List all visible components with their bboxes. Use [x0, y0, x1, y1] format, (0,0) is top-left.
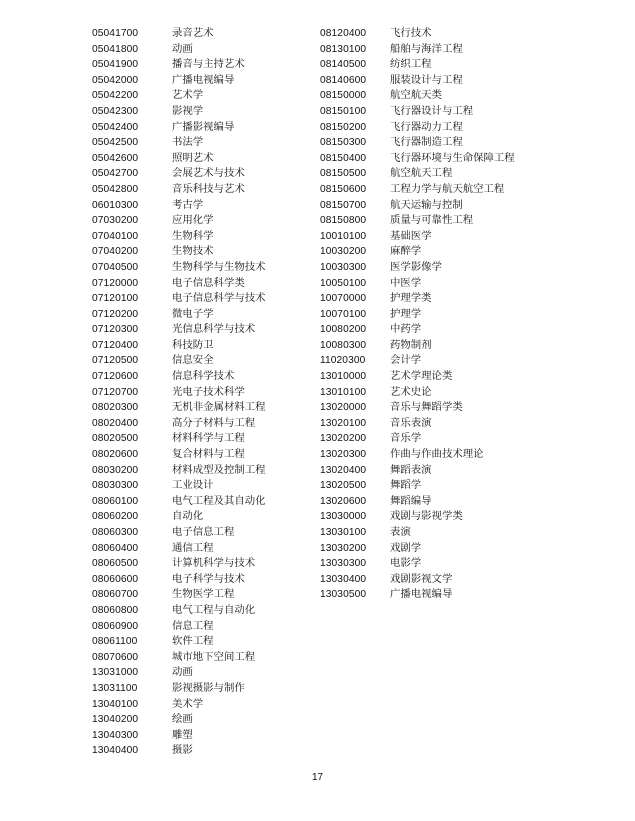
major-name: 工业设计: [172, 479, 214, 492]
major-code: 13031100: [92, 682, 138, 694]
major-code: 13030500: [320, 589, 367, 601]
list-item: [92, 104, 266, 120]
major-code: 05041800: [92, 43, 139, 55]
major-name: 动画: [172, 666, 193, 679]
major-code: 08020500: [92, 433, 139, 445]
major-name: 材料科学与工程: [172, 432, 245, 445]
right-column: [320, 26, 515, 603]
major-code: 08070600: [92, 651, 139, 663]
major-code: 08060200: [92, 511, 139, 523]
major-code: 08130100: [320, 43, 367, 55]
list-item: [320, 385, 515, 401]
major-code: 07120700: [92, 386, 139, 398]
major-name: 中医学: [390, 276, 422, 289]
major-name: 生物医学工程: [172, 588, 235, 601]
major-code: 08061100: [92, 636, 138, 648]
major-name: 飞行器环境与生命保障工程: [390, 151, 515, 164]
major-name: 生物科学: [172, 229, 214, 242]
major-code: 10050100: [320, 277, 367, 289]
major-code: 13020400: [320, 464, 367, 476]
list-item: [320, 104, 515, 120]
major-code: 13010000: [320, 371, 367, 383]
list-item: [320, 478, 515, 494]
major-name: 高分子材料与工程: [172, 416, 256, 429]
list-item: [92, 151, 266, 167]
major-name: 舞蹈表演: [390, 463, 432, 476]
major-name: 雕塑: [172, 728, 193, 741]
list-item: [320, 494, 515, 510]
major-code: 08150000: [320, 90, 367, 102]
major-code: 07030200: [92, 215, 139, 227]
list-item: [92, 743, 266, 759]
list-item: [92, 57, 266, 73]
major-name: 音乐与舞蹈学类: [390, 401, 463, 414]
major-code: 07120600: [92, 371, 139, 383]
major-code: 10080300: [320, 339, 367, 351]
list-item: [92, 213, 266, 229]
list-item: [320, 135, 515, 151]
major-code: 13020000: [320, 402, 367, 414]
list-item: [92, 26, 266, 42]
major-name: 电影学: [390, 557, 422, 570]
list-item: [92, 307, 266, 323]
major-code: 07120200: [92, 308, 139, 320]
major-code: 13030400: [320, 573, 367, 585]
list-item: [320, 509, 515, 525]
list-item: [92, 697, 266, 713]
major-name: 信息科学技术: [172, 370, 235, 383]
major-name: 中药学: [390, 323, 422, 336]
major-name: 微电子学: [172, 307, 214, 320]
major-code: 13031000: [92, 667, 139, 679]
list-item: [92, 572, 266, 588]
major-code: 10030200: [320, 246, 367, 258]
list-item: [320, 338, 515, 354]
major-code: 13040200: [92, 714, 139, 726]
major-code: 08150600: [320, 183, 367, 195]
major-name: 护理学类: [390, 292, 432, 305]
list-item: [92, 353, 266, 369]
list-item: [92, 525, 266, 541]
list-item: [92, 650, 266, 666]
major-code: 08150800: [320, 215, 367, 227]
major-name: 医学影像学: [390, 260, 442, 273]
list-item: [320, 556, 515, 572]
list-item: [320, 322, 515, 338]
major-code: 11020300: [320, 355, 366, 367]
list-item: [92, 681, 266, 697]
major-code: 13010100: [320, 386, 367, 398]
list-item: [320, 26, 515, 42]
major-code: 13020500: [320, 480, 367, 492]
major-code: 13030000: [320, 511, 367, 523]
list-item: [92, 494, 266, 510]
list-item: [320, 541, 515, 557]
major-name: 城市地下空间工程: [172, 650, 256, 663]
major-name: 艺术史论: [390, 385, 432, 398]
list-item: [92, 198, 266, 214]
major-code: 08150500: [320, 168, 367, 180]
list-item: [92, 229, 266, 245]
list-item: [92, 42, 266, 58]
list-item: [320, 213, 515, 229]
page-number: 17: [311, 772, 324, 783]
major-code: 07120500: [92, 355, 139, 367]
major-name: 护理学: [390, 307, 422, 320]
list-item: [92, 260, 266, 276]
list-item: [320, 353, 515, 369]
major-code: 10080200: [320, 324, 367, 336]
major-code: 08060800: [92, 604, 139, 616]
major-name: 动画: [172, 42, 193, 55]
major-code: 08020600: [92, 449, 139, 461]
major-code: 13020100: [320, 417, 367, 429]
major-name: 计算机科学与技术: [172, 557, 256, 570]
list-item: [92, 338, 266, 354]
major-code: 08060900: [92, 620, 139, 632]
major-name: 航空航天工程: [390, 167, 453, 180]
major-name: 基础医学: [390, 229, 432, 242]
major-name: 艺术学: [172, 89, 204, 102]
major-name: 广播电视编导: [172, 73, 235, 86]
major-code: 13020600: [320, 495, 367, 507]
list-item: [92, 416, 266, 432]
major-code: 08060300: [92, 527, 139, 538]
major-code: 07040100: [92, 230, 139, 242]
major-name: 信息安全: [172, 354, 214, 367]
major-code: 05042600: [92, 152, 139, 164]
major-name: 复合材料与工程: [172, 448, 245, 461]
major-name: 照明艺术: [172, 151, 214, 164]
list-item: [92, 431, 266, 447]
list-item: [92, 478, 266, 494]
list-item: [92, 587, 266, 603]
major-code: 08030300: [92, 480, 139, 492]
major-code: 08060100: [92, 495, 139, 507]
major-code: 08150700: [320, 199, 367, 211]
major-name: 绘画: [172, 713, 193, 726]
major-name: 光信息科学与技术: [172, 323, 256, 336]
major-code: 07040200: [92, 246, 139, 258]
major-name: 音乐表演: [390, 416, 432, 429]
list-item: [320, 182, 515, 198]
major-name: 戏剧影视文学: [390, 572, 453, 585]
major-code: 08060400: [92, 542, 139, 554]
major-name: 影视学: [172, 104, 204, 117]
major-code: 10030300: [320, 261, 367, 273]
major-name: 纺织工程: [390, 58, 432, 71]
major-name: 戏剧学: [390, 541, 422, 554]
major-name: 考古学: [172, 198, 204, 211]
major-name: 药物制剂: [390, 338, 432, 351]
list-item: [320, 525, 515, 541]
major-code: 07040500: [92, 261, 139, 273]
list-item: [320, 307, 515, 323]
major-name: 音乐科技与艺术: [172, 182, 245, 195]
major-code: 05042200: [92, 90, 139, 102]
major-code: 13040300: [92, 729, 139, 741]
major-code: 10070000: [320, 293, 367, 305]
list-item: [320, 57, 515, 73]
major-name: 飞行器动力工程: [390, 120, 463, 133]
major-code: 08150300: [320, 137, 367, 149]
major-code: 08020300: [92, 402, 139, 414]
major-code: 13040100: [92, 698, 139, 710]
list-item: [320, 73, 515, 89]
list-item: [92, 447, 266, 463]
major-name: 表演: [390, 526, 411, 538]
major-name: 船舶与海洋工程: [390, 42, 463, 55]
major-name: 光电子技术科学: [172, 385, 245, 398]
list-item: [92, 728, 266, 744]
major-name: 质量与可靠性工程: [390, 214, 474, 227]
major-name: 电子信息科学与技术: [172, 292, 266, 305]
major-name: 航空航天类: [390, 89, 442, 102]
list-item: [320, 166, 515, 182]
list-item: [92, 603, 266, 619]
major-code: 07120400: [92, 339, 139, 351]
major-name: 服装设计与工程: [390, 73, 463, 86]
major-name: 舞蹈学: [390, 479, 422, 492]
major-code: 13040400: [92, 745, 139, 757]
major-code: 05042300: [92, 105, 139, 117]
list-item: [320, 88, 515, 104]
major-code: 05042000: [92, 74, 139, 86]
list-item: [92, 712, 266, 728]
major-name: 通信工程: [172, 541, 214, 554]
major-code: 13030200: [320, 542, 367, 554]
major-name: 音乐学: [390, 432, 422, 445]
major-name: 电气工程及其自动化: [172, 494, 266, 507]
major-code: 08150100: [320, 105, 367, 117]
list-item: [320, 291, 515, 307]
major-name: 影视摄影与制作: [172, 681, 245, 694]
major-code: 05042500: [92, 137, 139, 149]
major-name: 飞行技术: [390, 27, 432, 39]
list-item: [92, 276, 266, 292]
major-code: 08140500: [320, 59, 367, 71]
list-item: [92, 166, 266, 182]
major-code: 08060700: [92, 589, 139, 601]
major-code: 13030300: [320, 558, 367, 570]
major-name: 录音艺术: [172, 27, 214, 39]
list-item: [320, 120, 515, 136]
major-code: 08140600: [320, 74, 367, 86]
major-name: 播音与主持艺术: [172, 58, 245, 71]
list-item: [320, 198, 515, 214]
major-code: 05042800: [92, 183, 139, 195]
major-code: 08030200: [92, 464, 139, 476]
list-item: [92, 400, 266, 416]
major-name: 艺术学理论类: [390, 370, 453, 383]
list-item: [320, 244, 515, 260]
list-item: [92, 88, 266, 104]
major-name: 航天运输与控制: [390, 198, 463, 211]
major-name: 戏剧与影视学类: [390, 510, 463, 523]
major-code: 05042700: [92, 168, 139, 180]
major-name: 材料成型及控制工程: [172, 463, 266, 476]
major-name: 舞蹈编导: [390, 494, 432, 507]
list-item: [92, 634, 266, 650]
list-item: [92, 135, 266, 151]
major-name: 电子信息科学类: [172, 276, 245, 289]
major-code: 13030100: [320, 527, 367, 538]
list-item: [92, 120, 266, 136]
list-item: [92, 556, 266, 572]
major-name: 生物科学与生物技术: [172, 260, 266, 273]
list-item: [320, 276, 515, 292]
major-code: 08060500: [92, 558, 139, 570]
major-code: 10070100: [320, 308, 367, 320]
major-code: 08060600: [92, 573, 139, 585]
major-name: 美术学: [172, 697, 204, 710]
major-name: 书法学: [172, 136, 204, 149]
major-name: 麻醉学: [390, 245, 422, 258]
major-name: 电子信息工程: [172, 526, 235, 538]
list-item: [320, 229, 515, 245]
list-item: [92, 385, 266, 401]
list-item: [92, 369, 266, 385]
list-item: [92, 291, 266, 307]
left-column: [92, 26, 266, 759]
major-name: 工程力学与航天航空工程: [390, 182, 505, 195]
major-code: 07120300: [92, 324, 139, 336]
list-item: [92, 244, 266, 260]
major-code: 08120400: [320, 28, 367, 39]
major-name: 广播电视编导: [390, 588, 453, 601]
list-item: [320, 400, 515, 416]
major-name: 无机非金属材料工程: [172, 401, 266, 414]
major-name: 会展艺术与技术: [172, 167, 245, 180]
major-name: 自动化: [172, 510, 204, 523]
major-code: 05041900: [92, 59, 139, 71]
major-name: 软件工程: [172, 635, 214, 648]
list-item: [92, 73, 266, 89]
major-name: 电子科学与技术: [172, 572, 245, 585]
list-item: [92, 509, 266, 525]
major-code: 13020200: [320, 433, 367, 445]
major-code: 07120100: [92, 293, 139, 305]
list-item: [320, 416, 515, 432]
major-name: 飞行器制造工程: [390, 136, 463, 149]
major-code: 07120000: [92, 277, 139, 289]
major-code: 05041700: [92, 28, 139, 39]
major-name: 广播影视编导: [172, 120, 235, 133]
list-item: [92, 182, 266, 198]
list-item: [320, 431, 515, 447]
major-name: 摄影: [172, 744, 193, 757]
list-item: [320, 260, 515, 276]
major-name: 作曲与作曲技术理论: [390, 448, 484, 461]
list-item: [320, 447, 515, 463]
major-name: 信息工程: [172, 619, 214, 632]
list-item: [320, 587, 515, 603]
major-name: 科技防卫: [172, 338, 214, 351]
major-code: 10010100: [320, 230, 367, 242]
major-name: 生物技术: [172, 245, 214, 258]
major-name: 电气工程与自动化: [172, 603, 256, 616]
major-code: 08020400: [92, 417, 139, 429]
major-code: 13020300: [320, 449, 367, 461]
list-item: [92, 619, 266, 635]
list-item: [320, 572, 515, 588]
list-item: [92, 322, 266, 338]
major-name: 会计学: [390, 354, 422, 367]
list-item: [320, 463, 515, 479]
major-name: 应用化学: [172, 214, 214, 227]
major-code: 08150200: [320, 121, 367, 133]
major-code: 05042400: [92, 121, 139, 133]
list-item: [320, 151, 515, 167]
list-item: [92, 541, 266, 557]
major-code: 06010300: [92, 199, 139, 211]
list-item: [92, 463, 266, 479]
list-item: [320, 42, 515, 58]
major-code: 08150400: [320, 152, 367, 164]
list-item: [320, 369, 515, 385]
major-name: 飞行器设计与工程: [390, 104, 474, 117]
list-item: [92, 665, 266, 681]
